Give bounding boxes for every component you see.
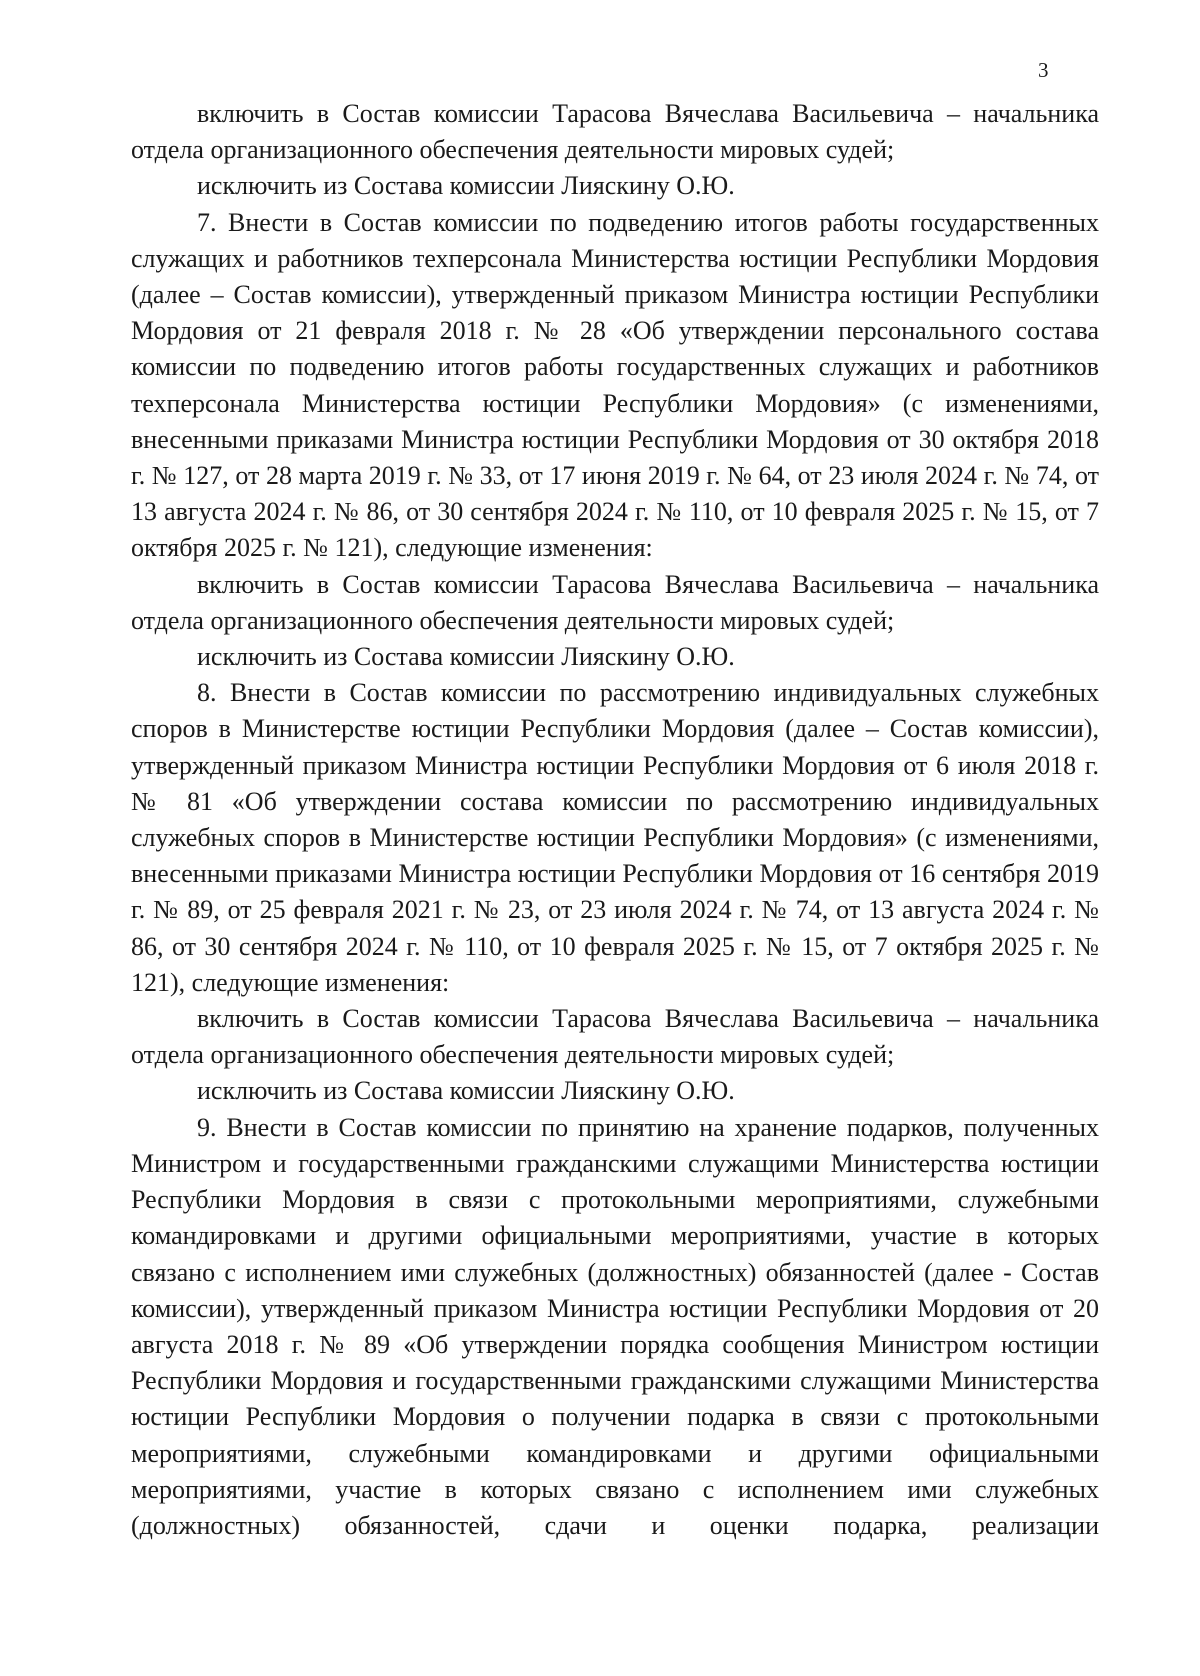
paragraph-exclude-member-7: исключить из Состава комиссии Лияскину О.Ю. <box>197 642 735 672</box>
paragraph-item-9: 9. Внести в Состав комиссии по принятию на хранение подарков, полученных Министром и государственными гражданскими служащими Министерства юстиции Республики Мордовия в связи с протокольными мероприятиями, служебными командировками и другими официальными мероприятиями, участие в которых связано с исполнением ими служебных (должностных) обязанностей (далее - Состав комиссии), утвержденный приказом Министра юстиции Республики Мордовия от 20 августа 2018 г. № 89 «Об утверждении порядка сообщения Министром юстиции Республики Мордовия и государственными гражданскими служащими Министерства юстиции Республики Мордовия о получении подарка в связи с протокольными мероприятиями, служебными командировками и другими официальными мероприятиями, участие в которых связано с исполнением ими служебных (должностных) обязанностей, сдачи и оценки подарка, реализации <box>131 1112 1099 1540</box>
paragraph-item-7: 7. Внести в Состав комиссии по подведению итогов работы государственных служащих и работников техперсонала Министерства юстиции Республики Мордовия (далее – Состав комиссии), утвержденный приказом Министра юстиции Республики Мордовия от 21 февраля 2018 г. № 28 «Об утверждении персонального состава комиссии по подведению итогов работы государственных служащих и работников техперсонала Министерства юстиции Республики Мордовия» (с изменениями, внесенными приказами Министра юстиции Республики Мордовия от 30 октября 2018 г. № 127, от 28 марта 2019 г. № 33, от 17 июня 2019 г. № 64, от 23 июля 2024 г. № 74, от 13 августа 2024 г. № 86, от 30 сентября 2024 г. № 110, от 10 февраля 2025 г. № 15, от 7 октября 2025 г. № 121), следующие изменения: <box>131 207 1099 563</box>
paragraph-exclude-member-6: исключить из Состава комиссии Лияскину О.Ю. <box>197 171 735 201</box>
paragraph-include-member-6: включить в Состав комиссии Тарасова Вячеслава Васильевича – начальника отдела организационного обеспечения деятельности мировых судей; <box>131 99 1099 165</box>
paragraph-exclude-member-8: исключить из Состава комиссии Лияскину О.Ю. <box>197 1076 735 1106</box>
paragraph-include-member-7: включить в Состав комиссии Тарасова Вячеслава Васильевича – начальника отдела организационного обеспечения деятельности мировых судей; <box>131 569 1099 635</box>
document-body <box>131 96 1099 1544</box>
paragraph-include-member-8: включить в Состав комиссии Тарасова Вячеслава Васильевича – начальника отдела организационного обеспечения деятельности мировых судей; <box>131 1004 1099 1070</box>
paragraph-item-8: 8. Внести в Состав комиссии по рассмотрению индивидуальных служебных споров в Министерстве юстиции Республики Мордовия (далее – Состав комиссии), утвержденный приказом Министра юстиции Республики Мордовия от 6 июля 2018 г. № 81 «Об утверждении состава комиссии по рассмотрению индивидуальных служебных споров в Министерстве юстиции Республики Мордовия» (с изменениями, внесенными приказами Министра юстиции Республики Мордовия от 16 сентября 2019 г. № 89, от 25 февраля 2021 г. № 23, от 23 июля 2024 г. № 74, от 13 августа 2024 г. № 86, от 30 сентября 2024 г. № 110, от 10 февраля 2025 г. № 15, от 7 октября 2025 г. № 121), следующие изменения: <box>131 678 1099 997</box>
page-number: 3 <box>1038 58 1049 82</box>
